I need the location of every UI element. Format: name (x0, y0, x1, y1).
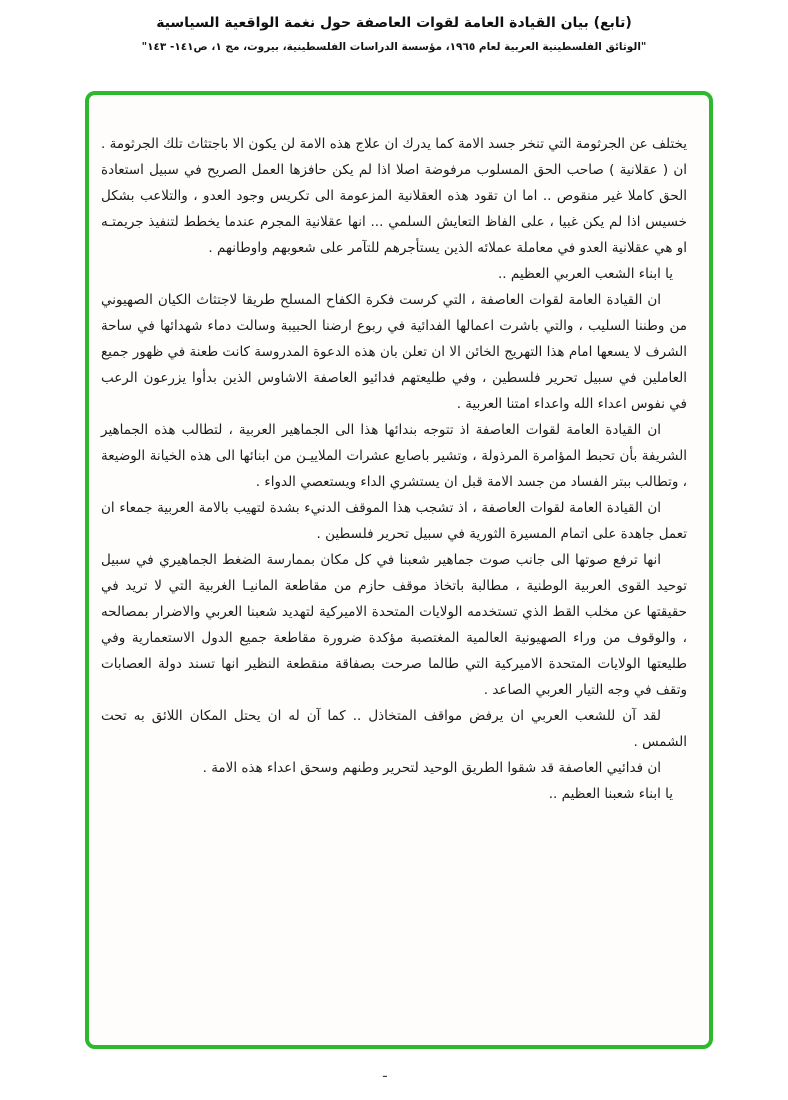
page-bottom-mark: ـ (383, 1066, 387, 1081)
body-paragraph: ان فدائيي العاصفة قد شقوا الطريق الوحيد لتحرير وطنهم وسحق اعداء هذه الامة . (202, 760, 661, 776)
document-source-citation: "الوثائق الفلسطينية العربية لعام ١٩٦٥، مؤسسة الدراسات الفلسطينية، بيروت، مج ١، ص١٤١- ١٤٣" (141, 41, 647, 53)
document-header (0, 15, 788, 53)
body-paragraph: ان القيادة العامة لقوات العاصفة ، التي كرست فكرة الكفاح المسلح طريقا لاجتثاث الكيان الصهيوني من وطننا السليب ، والتي باشرت اعمالها الفدائية في ربوع ارضنا الحبيبة وسالت دماء شهدائها في ساحة الشرف لا يسعها امام هذا التهريج الخائن الا ان تعلن بان هذه الدعوة المدروسة كانت طعنة في ظهور جميع العاملين في سبيل تحرير فلسطين ، وفي طليعتهم فدائيو العاصفة الاشاوس الذين بدأوا يزرعون الرعب في نفوس اعداء الله واعداء امتنا العربية . (101, 292, 687, 412)
body-paragraph: ان القيادة العامة لقوات العاصفة اذ تتوجه بندائها هذا الى الجماهير العربية ، لتطالب هذه الجماهير الشريفة بأن تحبط المؤامرة المرذولة ، وتشير باصابع عشرات الملاييـن من ابنائها الى هذه الخيانة الوضيعة ، وتطالب ببتر الفساد من جسد الامة قبل ان يستشري الداء ويستعصي الدواء . (101, 422, 687, 490)
body-paragraph: انها ترفع صوتها الى جانب صوت جماهير شعبنا في كل مكان بممارسة الضغط الجماهيري في سبيل توحيد القوى العربية الوطنية ، مطالبة باتخاذ موقف حازم من مقاطعة المانيـا الغربية التي لا تريد في حقيقتها عن مخلب القط الذي تستخدمه الولايات المتحدة الاميركية لتهديد شعبنا العربي والاضرار بمصالحه ، والوقوف من وراء الصهيونية العالمية المغتصبة مؤكدة ضرورة مقاطعة جميع الدول الاستعمارية وفي طليعتها الولايات المتحدة الاميركية التي طالما صرحت بصفاقة منقطعة النظير انها تسند دولة العصابات وتقف في وجه التيار العربي الصاعد . (101, 552, 687, 698)
salutation-line: يا ابناء شعبنا العظيم .. (548, 786, 673, 802)
document-title: (تابع) بيان القيادة العامة لقوات العاصفة حول نغمة الواقعية السياسية (156, 15, 632, 31)
body-paragraph: ان القيادة العامة لقوات العاصفة ، اذ تشجب هذا الموقف الدنيء بشدة لتهيب بالامة العربية جمعاء ان تعمل جاهدة على اتمام المسيرة الثورية في سبيل تحرير فلسطين . (101, 500, 687, 542)
document-body (89, 95, 709, 827)
body-paragraph: لقد آن للشعب العربي ان يرفض مواقف المتخاذل .. كما آن له ان يحتل المكان اللائق به تحت الشمس . (101, 708, 687, 750)
body-paragraph: يختلف عن الجرثومة التي تنخر جسد الامة كما يدرك ان علاج هذه الامة لن يكون الا باجتثاث تلك الجرثومة . ان ( عقلانية ) صاحب الحق المسلوب مرفوضة اصلا اذا لم يكن حافزها العمل الصريح في سبيل استعادة الحق كاملا غير منقوص .. اما ان تقود هذه العقلانية المزعومة الى تكريس وجود العدو ، والتلاعب بشكل خسيس اذا لم يكن غبيا ، على الفاظ التعايش السلمي ... انها عقلانية المجرم عندما يخطط لتنفيذ جريمتـه او هي عقلانية العدو في معاملة عملائه الذين يستأجرهم للتآمر على شعوبهم واوطانهم . (101, 136, 687, 256)
salutation-line: يا ابناء الشعب العربي العظيم .. (498, 266, 673, 282)
scan-highlight-border (85, 91, 713, 1049)
